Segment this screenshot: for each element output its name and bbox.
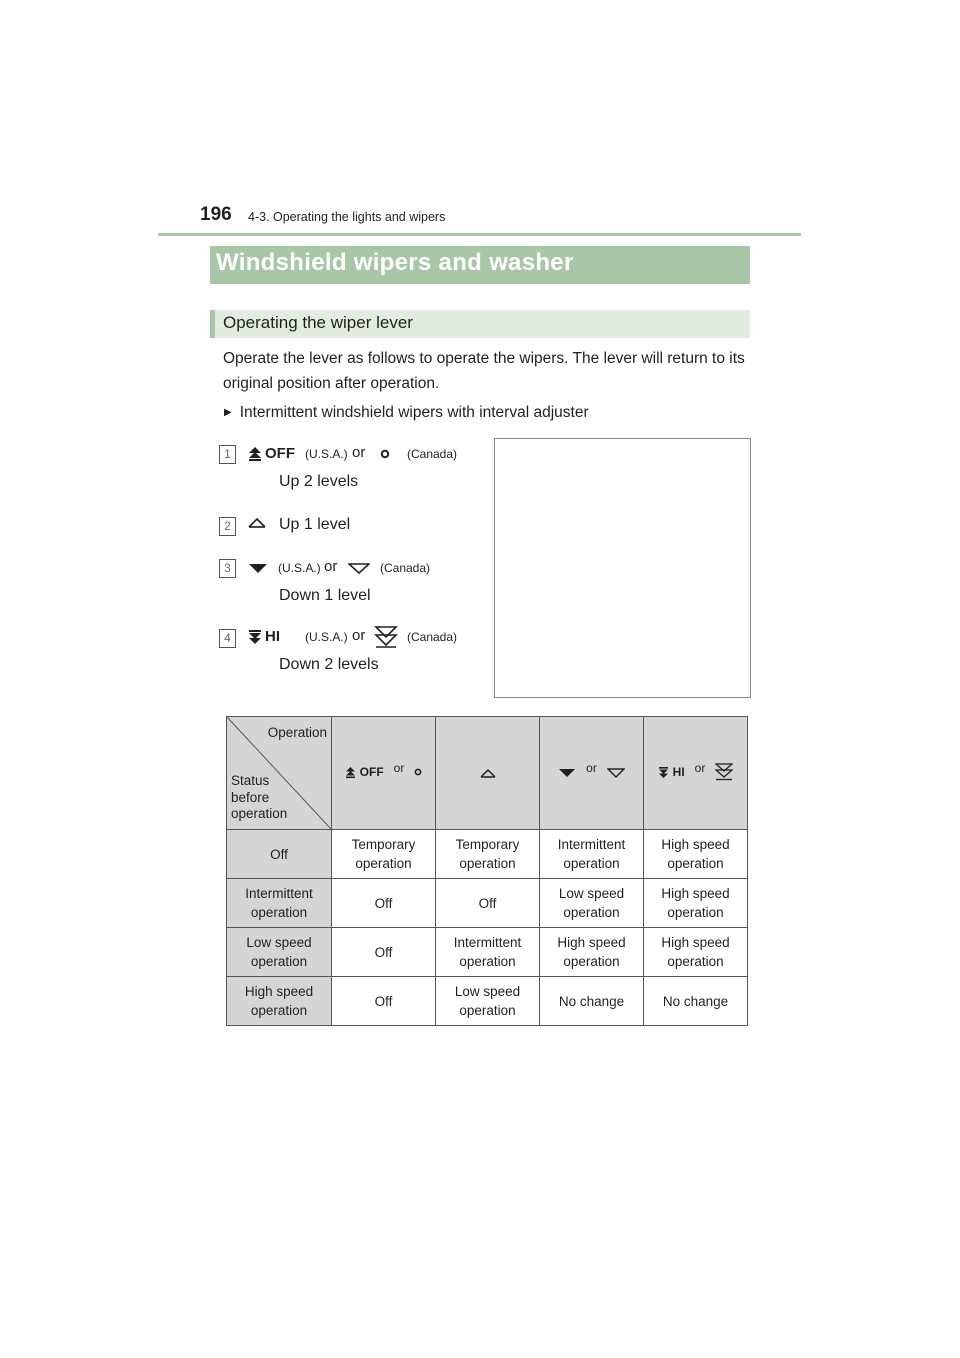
mist-up-icon	[248, 446, 262, 462]
table-cell: No change	[644, 977, 748, 1026]
table-cell: Off	[332, 977, 436, 1026]
table-cell: High speed operation	[644, 879, 748, 928]
table-header-row	[227, 717, 748, 830]
step-number-3: 3	[219, 559, 236, 578]
row-status-low-speed: Low speed operation	[227, 928, 332, 977]
bullet-triangle-icon: ▶	[224, 407, 232, 418]
down-outline-icon	[607, 768, 625, 778]
col-header-up-1	[436, 717, 540, 830]
step-number-1: 1	[219, 445, 236, 464]
table-row	[227, 879, 748, 928]
off-ring-icon	[380, 449, 390, 459]
down-solid-icon	[248, 562, 268, 574]
double-down-outline-icon	[715, 763, 733, 781]
step-4-canada-label: (Canada)	[407, 630, 458, 644]
section-title: 4-3. Operating the lights and wipers	[248, 210, 446, 224]
page-title: Windshield wipers and washer	[216, 249, 574, 276]
intro-paragraph: Operate the lever as follows to operate the wipers. The lever will return to its original position after operation.	[223, 350, 745, 392]
off-ring-icon	[414, 768, 422, 776]
table-cell: No change	[540, 977, 644, 1026]
table-cell: Intermittent operation	[540, 830, 644, 879]
or-text: or	[586, 761, 597, 776]
section-subtitle: Operating the wiper lever	[223, 313, 413, 332]
table-cell: High speed operation	[644, 830, 748, 879]
mist-up-icon	[345, 766, 356, 779]
table-cell: Off	[332, 928, 436, 977]
step-4-desc: Down 2 levels	[279, 656, 379, 673]
step-1-desc: Up 2 levels	[279, 473, 359, 490]
hi-icon-text: HI	[265, 628, 280, 645]
table-row	[227, 830, 748, 879]
wiper-lever-figure	[494, 438, 751, 698]
hi-icon-text: HI	[672, 764, 685, 779]
table-cell: Low speed operation	[436, 977, 540, 1026]
up-chevron-icon	[248, 517, 266, 529]
off-icon-text: OFF	[359, 764, 384, 779]
double-down-icon	[658, 766, 669, 779]
row-status-high-speed: High speed operation	[227, 977, 332, 1026]
row-status-off: Off	[227, 830, 332, 879]
corner-status-label: Status before operation	[231, 773, 288, 821]
operation-table	[226, 716, 748, 1026]
or-text: or	[393, 760, 405, 775]
row-status-intermittent: Intermittent operation	[227, 879, 332, 928]
page-number: 196	[200, 204, 232, 225]
step-1-or: or	[352, 444, 366, 461]
double-down-icon	[248, 629, 262, 645]
table-cell: Intermittent operation	[436, 928, 540, 977]
step-number-4: 4	[219, 629, 236, 648]
corner-operation-label: Operation	[267, 725, 327, 740]
or-text: or	[694, 760, 706, 775]
table-corner-cell	[227, 717, 332, 830]
table-cell: High speed operation	[644, 928, 748, 977]
off-icon-text: OFF	[265, 445, 295, 462]
table-row	[227, 928, 748, 977]
step-1-canada-label: (Canada)	[407, 447, 458, 461]
step-1-us-label: (U.S.A.)	[305, 447, 348, 461]
down-solid-icon	[558, 768, 576, 778]
col-header-down-1	[540, 717, 644, 830]
step-4-or: or	[352, 627, 366, 644]
col-header-up-2	[332, 717, 436, 830]
table-cell: Temporary operation	[332, 830, 436, 879]
table-cell: Off	[436, 879, 540, 928]
header-divider	[158, 233, 801, 236]
bullet-item	[224, 404, 589, 422]
col-header-down-2	[644, 717, 748, 830]
step-3-us-label: (U.S.A.)	[278, 561, 321, 575]
step-3-or: or	[324, 558, 338, 575]
table-cell: Low speed operation	[540, 879, 644, 928]
bullet-text: Intermittent windshield wipers with interval adjuster	[239, 404, 589, 421]
up-chevron-icon	[480, 768, 496, 778]
step-2-desc: Up 1 level	[279, 516, 351, 533]
table-cell: High speed operation	[540, 928, 644, 977]
step-3-desc: Down 1 level	[279, 587, 371, 604]
table-cell: Temporary operation	[436, 830, 540, 879]
step-4-us-label: (U.S.A.)	[305, 630, 348, 644]
step-number-2: 2	[219, 517, 236, 536]
subtitle-marker	[210, 310, 215, 338]
table-cell: Off	[332, 879, 436, 928]
double-down-outline-icon	[374, 625, 398, 649]
table-row	[227, 977, 748, 1026]
down-outline-icon	[348, 562, 370, 574]
step-3-canada-label: (Canada)	[380, 561, 431, 575]
